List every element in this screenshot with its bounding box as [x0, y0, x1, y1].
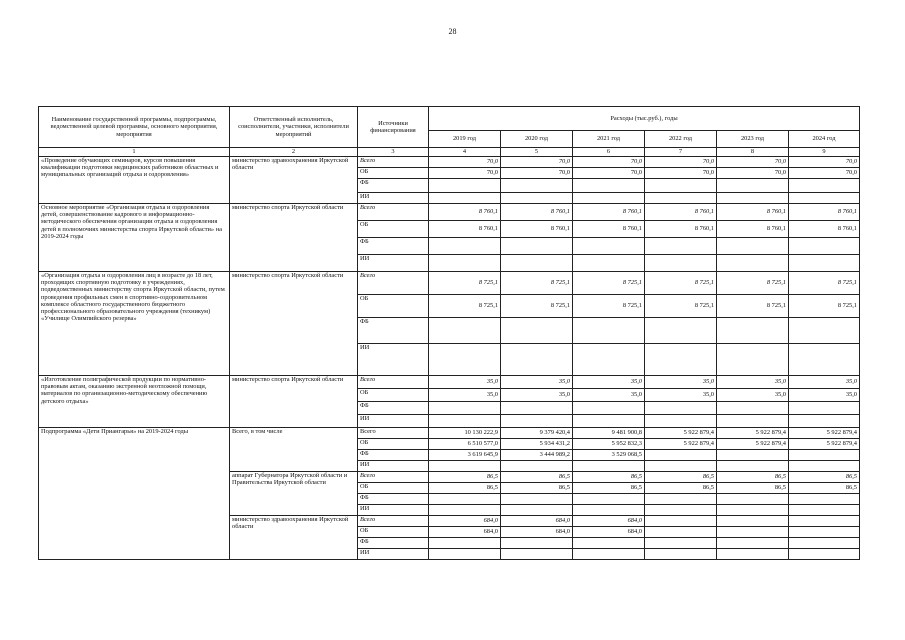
amount-cell: 8 725,1	[717, 272, 789, 295]
amount-cell	[429, 318, 501, 344]
amount-cell: 8 725,1	[429, 272, 501, 295]
amount-cell	[573, 344, 645, 376]
amount-cell: 70,0	[645, 168, 717, 179]
amount-cell: 684,0	[573, 516, 645, 527]
amount-cell	[645, 549, 717, 560]
amount-cell: 86,5	[789, 472, 860, 483]
amount-cell: 35,0	[501, 389, 573, 402]
funding-source: ИИ	[358, 255, 429, 272]
amount-cell	[429, 238, 501, 255]
amount-cell: 8 725,1	[429, 295, 501, 318]
amount-cell	[789, 450, 860, 461]
amount-cell: 5 922 879,4	[645, 439, 717, 450]
amount-cell: 35,0	[717, 376, 789, 389]
amount-cell: 35,0	[429, 376, 501, 389]
amount-cell	[573, 505, 645, 516]
amount-cell: 684,0	[501, 516, 573, 527]
amount-cell: 70,0	[573, 157, 645, 168]
amount-cell	[789, 238, 860, 255]
amount-cell	[573, 549, 645, 560]
executor-name: министерство здравоохранения Иркутской области	[230, 157, 358, 204]
amount-cell	[789, 344, 860, 376]
amount-cell: 5 922 879,4	[789, 439, 860, 450]
amount-cell	[501, 238, 573, 255]
amount-cell	[645, 461, 717, 472]
header-year: 2019 год	[429, 131, 501, 148]
funding-source: ИИ	[358, 415, 429, 428]
amount-cell: 8 760,1	[429, 221, 501, 238]
activity-name: «Организация отдыха и оздоровления лиц в возрасте до 18 лет, проходящих спортивную подготовку в учреждениях, подведомственных министерству спорта Иркутской области, путем проведения профильных смен в спортивно-оздоровительном комплексе областного государственного бюджетного профессионального образовательного учреждения (техникум) «Училище Олимпийского резерва»	[39, 272, 230, 376]
column-number: 7	[645, 148, 717, 157]
amount-cell	[789, 505, 860, 516]
amount-cell: 86,5	[573, 483, 645, 494]
amount-cell	[717, 450, 789, 461]
amount-cell: 86,5	[645, 472, 717, 483]
amount-cell: 684,0	[501, 527, 573, 538]
amount-cell: 70,0	[717, 157, 789, 168]
column-number: 6	[573, 148, 645, 157]
amount-cell: 70,0	[501, 168, 573, 179]
funding-source: Всего	[358, 472, 429, 483]
amount-cell	[501, 549, 573, 560]
amount-cell	[789, 461, 860, 472]
amount-cell: 9 379 420,4	[501, 428, 573, 439]
amount-cell	[429, 179, 501, 193]
amount-cell	[573, 538, 645, 549]
funding-source: ОБ	[358, 439, 429, 450]
column-number: 4	[429, 148, 501, 157]
amount-cell	[717, 538, 789, 549]
amount-cell: 8 760,1	[429, 204, 501, 221]
amount-cell	[573, 193, 645, 204]
amount-cell: 86,5	[717, 472, 789, 483]
header-program-name: Наименование государственной программы, подпрограммы, ведомственной целевой программы, основного мероприятия, мероприятия	[39, 107, 230, 148]
amount-cell: 3 619 645,9	[429, 450, 501, 461]
column-number: 9	[789, 148, 860, 157]
funding-source: Всего	[358, 157, 429, 168]
header-year: 2021 год	[573, 131, 645, 148]
amount-cell: 70,0	[717, 168, 789, 179]
amount-cell	[645, 450, 717, 461]
funding-source: ФБ	[358, 538, 429, 549]
amount-cell	[429, 505, 501, 516]
amount-cell: 86,5	[717, 483, 789, 494]
amount-cell	[573, 415, 645, 428]
funding-source: ФБ	[358, 402, 429, 415]
executor-name: министерство спорта Иркутской области	[230, 272, 358, 376]
funding-source: Всего	[358, 376, 429, 389]
table-row	[39, 272, 860, 295]
amount-cell	[645, 516, 717, 527]
amount-cell: 86,5	[645, 483, 717, 494]
amount-cell: 8 760,1	[645, 221, 717, 238]
amount-cell: 8 760,1	[573, 204, 645, 221]
header-expenses: Расходы (тыс.руб.), годы	[429, 107, 860, 131]
table-row	[39, 204, 860, 221]
header-year: 2020 год	[501, 131, 573, 148]
amount-cell	[717, 505, 789, 516]
amount-cell: 35,0	[573, 389, 645, 402]
amount-cell	[645, 494, 717, 505]
amount-cell: 8 760,1	[717, 221, 789, 238]
amount-cell	[645, 505, 717, 516]
funding-source: ФБ	[358, 450, 429, 461]
amount-cell: 5 934 431,2	[501, 439, 573, 450]
activity-name: Основное мероприятие «Организация отдыха и оздоровления детей, совершенствование кадрового и информационно-методического обеспечения организации отдыха и оздоровления детей в полномочиях министерства спорта Иркутской области» на 2019-2024 годы	[39, 204, 230, 272]
amount-cell: 35,0	[429, 389, 501, 402]
amount-cell	[501, 255, 573, 272]
amount-cell: 86,5	[573, 472, 645, 483]
funding-source: ОБ	[358, 527, 429, 538]
amount-cell	[573, 494, 645, 505]
amount-cell	[789, 318, 860, 344]
amount-cell	[429, 415, 501, 428]
amount-cell: 8 725,1	[501, 272, 573, 295]
column-number: 3	[358, 148, 429, 157]
amount-cell	[645, 402, 717, 415]
amount-cell	[717, 415, 789, 428]
amount-cell	[717, 549, 789, 560]
amount-cell: 8 725,1	[789, 295, 860, 318]
amount-cell	[789, 549, 860, 560]
amount-cell	[645, 415, 717, 428]
amount-cell	[501, 505, 573, 516]
amount-cell: 35,0	[573, 376, 645, 389]
amount-cell: 8 725,1	[501, 295, 573, 318]
amount-cell: 6 510 577,0	[429, 439, 501, 450]
amount-cell	[789, 415, 860, 428]
amount-cell: 8 760,1	[717, 204, 789, 221]
amount-cell: 70,0	[789, 157, 860, 168]
executor-name: министерство спорта Иркутской области	[230, 376, 358, 428]
executor-name: министерство спорта Иркутской области	[230, 204, 358, 272]
header-year: 2024 год	[789, 131, 860, 148]
amount-cell: 70,0	[429, 168, 501, 179]
amount-cell: 3 444 989,2	[501, 450, 573, 461]
funding-source: Всего	[358, 272, 429, 295]
amount-cell	[429, 402, 501, 415]
amount-cell	[717, 344, 789, 376]
page-number: 28	[448, 27, 457, 36]
executor-name: Всего, в том числе	[230, 428, 358, 472]
funding-source: ОБ	[358, 168, 429, 179]
amount-cell	[501, 415, 573, 428]
amount-cell: 5 922 879,4	[717, 428, 789, 439]
amount-cell	[429, 255, 501, 272]
amount-cell: 70,0	[789, 168, 860, 179]
amount-cell: 86,5	[429, 472, 501, 483]
amount-cell	[717, 516, 789, 527]
amount-cell	[573, 179, 645, 193]
amount-cell	[573, 461, 645, 472]
amount-cell: 86,5	[429, 483, 501, 494]
amount-cell: 70,0	[573, 168, 645, 179]
amount-cell: 8 725,1	[789, 272, 860, 295]
amount-cell	[429, 549, 501, 560]
amount-cell	[789, 179, 860, 193]
funding-source: ОБ	[358, 389, 429, 402]
amount-cell	[789, 402, 860, 415]
amount-cell: 86,5	[789, 483, 860, 494]
amount-cell: 8 725,1	[717, 295, 789, 318]
table-row	[39, 428, 860, 439]
column-number: 8	[717, 148, 789, 157]
amount-cell	[717, 318, 789, 344]
amount-cell: 684,0	[573, 527, 645, 538]
amount-cell	[645, 255, 717, 272]
amount-cell	[501, 494, 573, 505]
activity-name: «Изготовление полиграфической продукции по нормативно-правовым актам, оказанию экстренной неотложной помощи, материалов по организационно-методическому обеспечению детского отдыха»	[39, 376, 230, 428]
amount-cell	[573, 402, 645, 415]
header-funding-source: Источники финансирования	[358, 107, 429, 148]
amount-cell: 8 760,1	[645, 204, 717, 221]
funding-source: ФБ	[358, 238, 429, 255]
amount-cell: 35,0	[789, 376, 860, 389]
subprogram-name: Подпрограмма «Дети Приангарья» на 2019-2024 годы	[39, 428, 230, 560]
amount-cell	[501, 538, 573, 549]
amount-cell	[501, 461, 573, 472]
amount-cell	[645, 344, 717, 376]
table-row	[39, 157, 860, 168]
amount-cell: 8 725,1	[573, 272, 645, 295]
amount-cell	[789, 538, 860, 549]
amount-cell: 10 130 222,9	[429, 428, 501, 439]
activity-name: «Проведение обучающих семинаров, курсов повышения квалификации подготовки медицинских работников областных и муниципальных организаций отдыха и оздоровления»	[39, 157, 230, 204]
amount-cell: 86,5	[501, 483, 573, 494]
amount-cell	[645, 318, 717, 344]
column-number: 2	[230, 148, 358, 157]
amount-cell	[717, 193, 789, 204]
amount-cell	[645, 527, 717, 538]
amount-cell: 35,0	[645, 376, 717, 389]
amount-cell: 35,0	[717, 389, 789, 402]
amount-cell	[501, 344, 573, 376]
amount-cell	[789, 255, 860, 272]
amount-cell	[717, 238, 789, 255]
amount-cell	[429, 461, 501, 472]
amount-cell: 3 529 068,5	[573, 450, 645, 461]
amount-cell	[717, 527, 789, 538]
funding-source: ФБ	[358, 494, 429, 505]
amount-cell: 5 952 832,3	[573, 439, 645, 450]
amount-cell: 86,5	[501, 472, 573, 483]
amount-cell	[501, 318, 573, 344]
amount-cell: 8 760,1	[573, 221, 645, 238]
amount-cell: 8 760,1	[501, 204, 573, 221]
column-number: 5	[501, 148, 573, 157]
amount-cell: 35,0	[645, 389, 717, 402]
amount-cell	[717, 494, 789, 505]
amount-cell: 35,0	[789, 389, 860, 402]
amount-cell	[573, 255, 645, 272]
amount-cell	[717, 402, 789, 415]
amount-cell	[789, 516, 860, 527]
amount-cell	[645, 538, 717, 549]
amount-cell	[717, 179, 789, 193]
header-executor: Ответственный исполнитель, соисполнители, участники, исполнители мероприятий	[230, 107, 358, 148]
amount-cell: 8 725,1	[645, 295, 717, 318]
amount-cell	[501, 402, 573, 415]
amount-cell: 9 481 900,8	[573, 428, 645, 439]
amount-cell: 70,0	[429, 157, 501, 168]
amount-cell	[501, 193, 573, 204]
budget-table	[38, 106, 860, 560]
amount-cell	[717, 461, 789, 472]
funding-source: Всего	[358, 428, 429, 439]
column-number-row	[39, 148, 860, 157]
executor-name: аппарат Губернатора Иркутской области и Правительства Иркутской области	[230, 472, 358, 516]
amount-cell: 5 922 879,4	[789, 428, 860, 439]
amount-cell: 8 760,1	[789, 204, 860, 221]
amount-cell: 684,0	[429, 516, 501, 527]
amount-cell: 5 922 879,4	[645, 428, 717, 439]
amount-cell	[789, 193, 860, 204]
amount-cell: 8 760,1	[501, 221, 573, 238]
funding-source: Всего	[358, 204, 429, 221]
amount-cell: 8 725,1	[645, 272, 717, 295]
header-year: 2022 год	[645, 131, 717, 148]
amount-cell: 684,0	[429, 527, 501, 538]
amount-cell	[645, 193, 717, 204]
amount-cell	[573, 238, 645, 255]
funding-source: ИИ	[358, 549, 429, 560]
amount-cell	[645, 238, 717, 255]
table-row	[39, 376, 860, 389]
funding-source: ОБ	[358, 221, 429, 238]
funding-source: Всего	[358, 516, 429, 527]
executor-name: министерство здравоохранения Иркутской области	[230, 516, 358, 560]
amount-cell	[717, 255, 789, 272]
funding-source: ИИ	[358, 344, 429, 376]
column-number: 1	[39, 148, 230, 157]
funding-source: ОБ	[358, 483, 429, 494]
funding-source: ИИ	[358, 505, 429, 516]
amount-cell: 8 760,1	[789, 221, 860, 238]
amount-cell	[429, 494, 501, 505]
funding-source: ИИ	[358, 193, 429, 204]
funding-source: ИИ	[358, 461, 429, 472]
amount-cell	[573, 318, 645, 344]
amount-cell: 70,0	[501, 157, 573, 168]
amount-cell: 70,0	[645, 157, 717, 168]
amount-cell	[789, 527, 860, 538]
amount-cell	[429, 193, 501, 204]
amount-cell	[789, 494, 860, 505]
amount-cell: 35,0	[501, 376, 573, 389]
amount-cell	[429, 538, 501, 549]
amount-cell: 8 725,1	[573, 295, 645, 318]
amount-cell	[429, 344, 501, 376]
amount-cell: 5 922 879,4	[717, 439, 789, 450]
funding-source: ФБ	[358, 179, 429, 193]
amount-cell	[645, 179, 717, 193]
funding-source: ФБ	[358, 318, 429, 344]
funding-source: ОБ	[358, 295, 429, 318]
header-year: 2023 год	[717, 131, 789, 148]
table-body	[39, 107, 860, 560]
amount-cell	[501, 179, 573, 193]
